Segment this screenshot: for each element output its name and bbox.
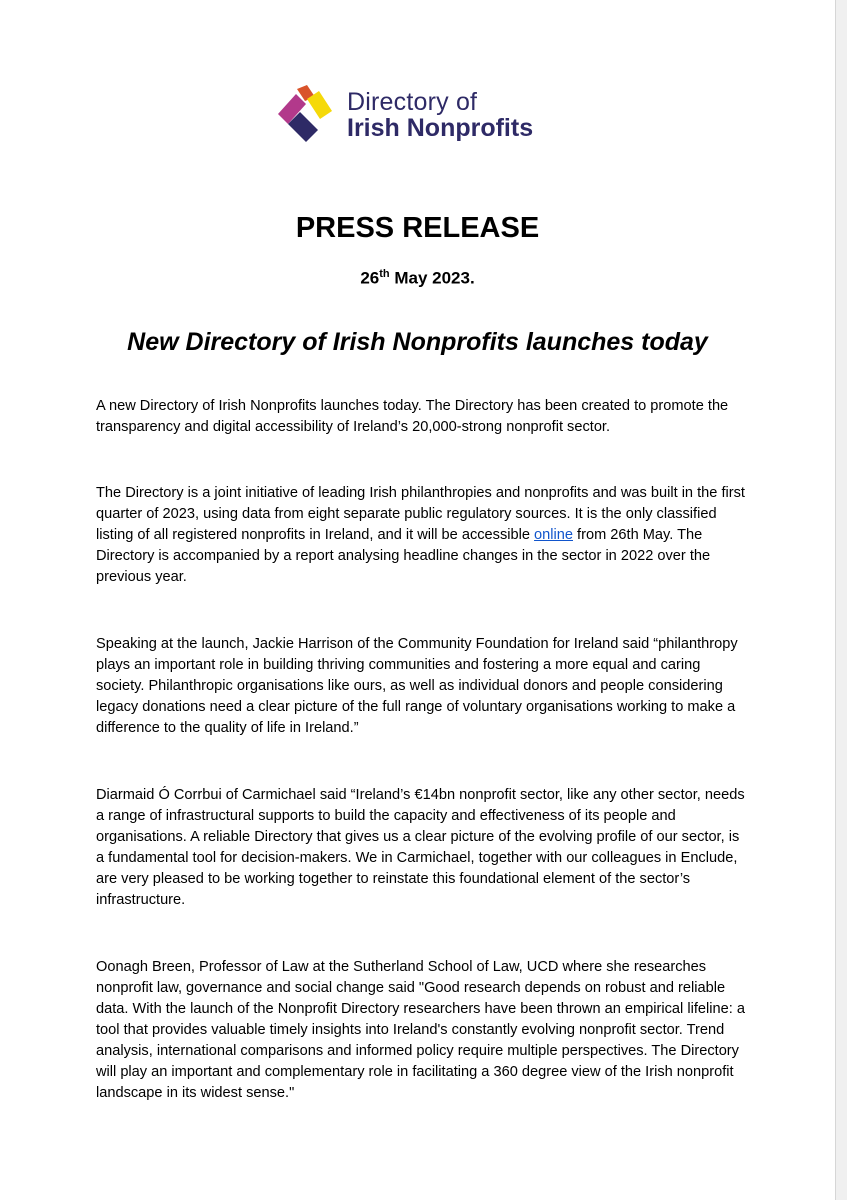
- online-link[interactable]: online: [534, 527, 573, 543]
- paragraph-breen-quote: Oonagh Breen, Professor of Law at the Sutherland School of Law, UCD where she researches nonprofit law, governance and social change said "Good research depends on robust and reliable data. With the launch of the Nonprofit Directory researchers have been thrown an empirical lifeline: a tool that provides valuable timely insights into Ireland's constantly evolving nonprofit sector. Trend analysis, international comparisons and informed policy require multiple perspectives. The Directory will play an important and complementary role in facilitating a 360 degree view of the Irish nonprofit landscape in its widest sense.": [96, 959, 745, 1101]
- directory-logo-mark-icon: [276, 84, 338, 146]
- paragraph-initiative-text-a: The Directory is a joint initiative of leading Irish philanthropies and nonprofits and was built in the first quarter of 2023, using data from eight separate public regulatory sources. It is the only classified listing of all registered nonprofits in Ireland, and it will be accessible: [96, 485, 745, 543]
- directory-logo: [276, 84, 566, 154]
- paragraph-initiative-text-b: from 26th May. The Directory is accompanied by a report analysing headline changes in the sector in 2022 over the previous year.: [96, 527, 711, 585]
- date-month-year: May 2023.: [389, 268, 475, 288]
- scrollbar[interactable]: [836, 0, 847, 1200]
- paragraph-initiative: [96, 483, 746, 588]
- release-date: [0, 268, 835, 289]
- date-suffix: th: [379, 268, 390, 280]
- headline-subtitle: New Directory of Irish Nonprofits launches today: [127, 328, 708, 356]
- paragraph-intro: A new Directory of Irish Nonprofits launches today. The Directory has been created to promote the transparency and digital accessibility of Ireland’s 20,000-strong nonprofit sector.: [96, 398, 729, 435]
- paragraph-corrbui-quote: Diarmaid Ó Corrbui of Carmichael said “Ireland’s €14bn nonprofit sector, like any other sector, needs a range of infrastructural supports to build the capacity and effectiveness of its people and organisations. A reliable Directory that gives us a clear picture of the evolving profile of our sector, is a fundamental tool for decision-makers. We in Carmichael, together with our colleagues in Enclude, are very pleased to be working together to reinstate this foundational element of the sector’s infrastructure.: [96, 787, 745, 908]
- press-release-title: PRESS RELEASE: [295, 212, 540, 244]
- logo-text-line2: Irish Nonprofits: [347, 114, 534, 142]
- date-day: 26: [360, 268, 380, 288]
- logo-text-line1: Directory of: [347, 88, 478, 116]
- paragraph-harrison-quote: Speaking at the launch, Jackie Harrison of the Community Foundation for Ireland said “philanthropy plays an important role in building thriving communities and fostering a more equal and caring society. Philanthropic organisations like ours, as well as individual donors and people considering legacy donations need a clear picture of the full range of voluntary organisations working to make a difference to the quality of life in Ireland.”: [96, 636, 738, 736]
